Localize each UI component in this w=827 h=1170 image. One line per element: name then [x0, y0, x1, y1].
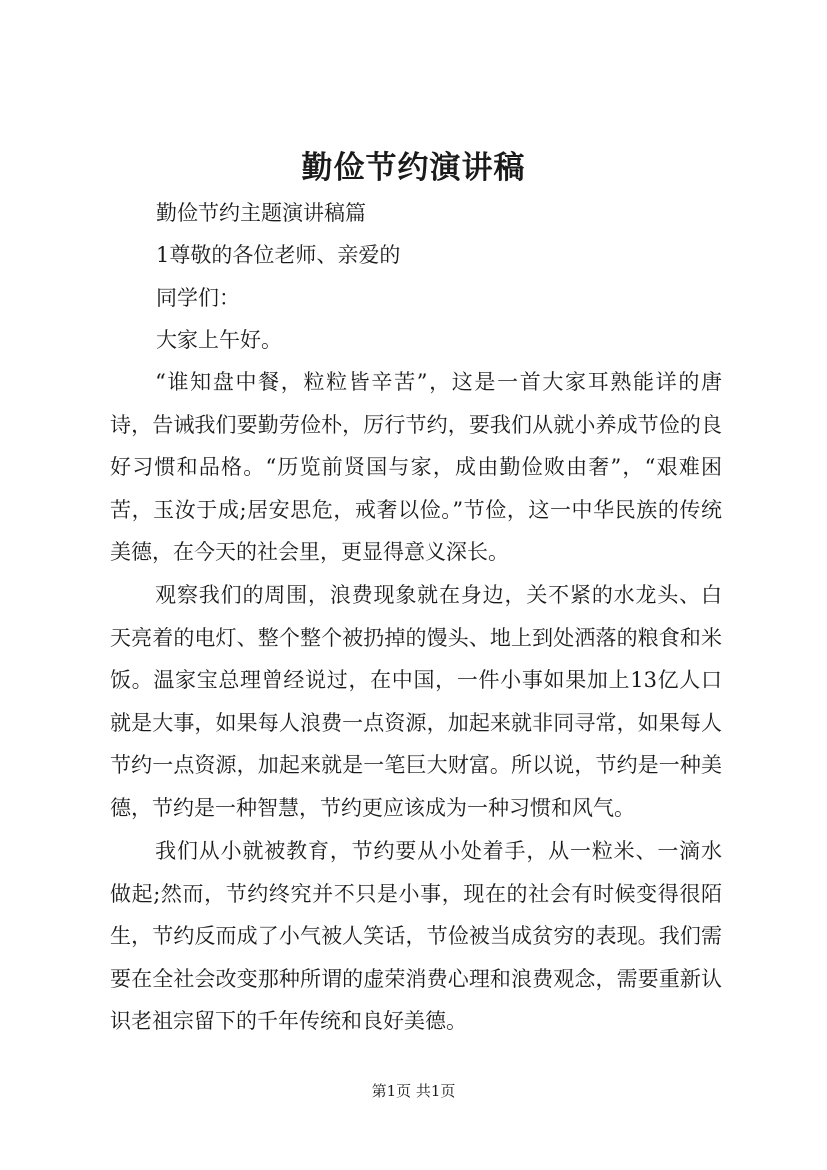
greeting-line: 同学们： — [156, 286, 240, 310]
body-paragraph: “谁知盘中餐，粒粒皆辛苦”，这是一首大家耳熟能详的唐诗，告诫我们要勤劳俭朴，厉行节约，要我们从就小养成节俭的良好习惯和品格。“历览前贤国与家，成由勤俭败由奢”，“艰难困苦，玉汝于成;居安思危，戒奢以俭。”节俭，这一中华民族的传统美德，在今天的社会里，更显得意义深长。 — [110, 370, 722, 565]
document-title: 勤俭节约演讲稿 — [301, 150, 526, 186]
body-paragraph: 我们从小就被教育，节约要从小处着手，从一粒米、一滴水做起;然而，节约终究并不只是小事，现在的社会有时候变得很陌生，节约反而成了小气被人笑话，节俭被当成贫穷的表现。我们需要在全社会改变那种所谓的虚荣消费心理和浪费观念，需要重新认识老祖宗留下的千年传统和良好美德。 — [110, 839, 722, 1034]
document-subtitle: 勤俭节约主题演讲稿篇 — [156, 201, 366, 225]
page-number: 第1页 共1页 — [371, 1082, 456, 1100]
greeting-line: 大家上午好。 — [156, 328, 282, 352]
greeting-line: 1尊敬的各位老师、亲爱的 — [156, 243, 401, 267]
body-paragraph: 观察我们的周围，浪费现象就在身边，关不紧的水龙头、白天亮着的电灯、整个整个被扔掉的馒头、地上到处洒落的粮食和米饭。温家宝总理曾经说过，在中国，一件小事如果加上13亿人口就是大事，如果每人浪费一点资源，加起来就非同寻常，如果每人节约一点资源，加起来就是一笔巨大财富。所以说，节约是一种美德，节约是一种智慧，节约更应该成为一种习惯和风气。 — [110, 583, 722, 820]
